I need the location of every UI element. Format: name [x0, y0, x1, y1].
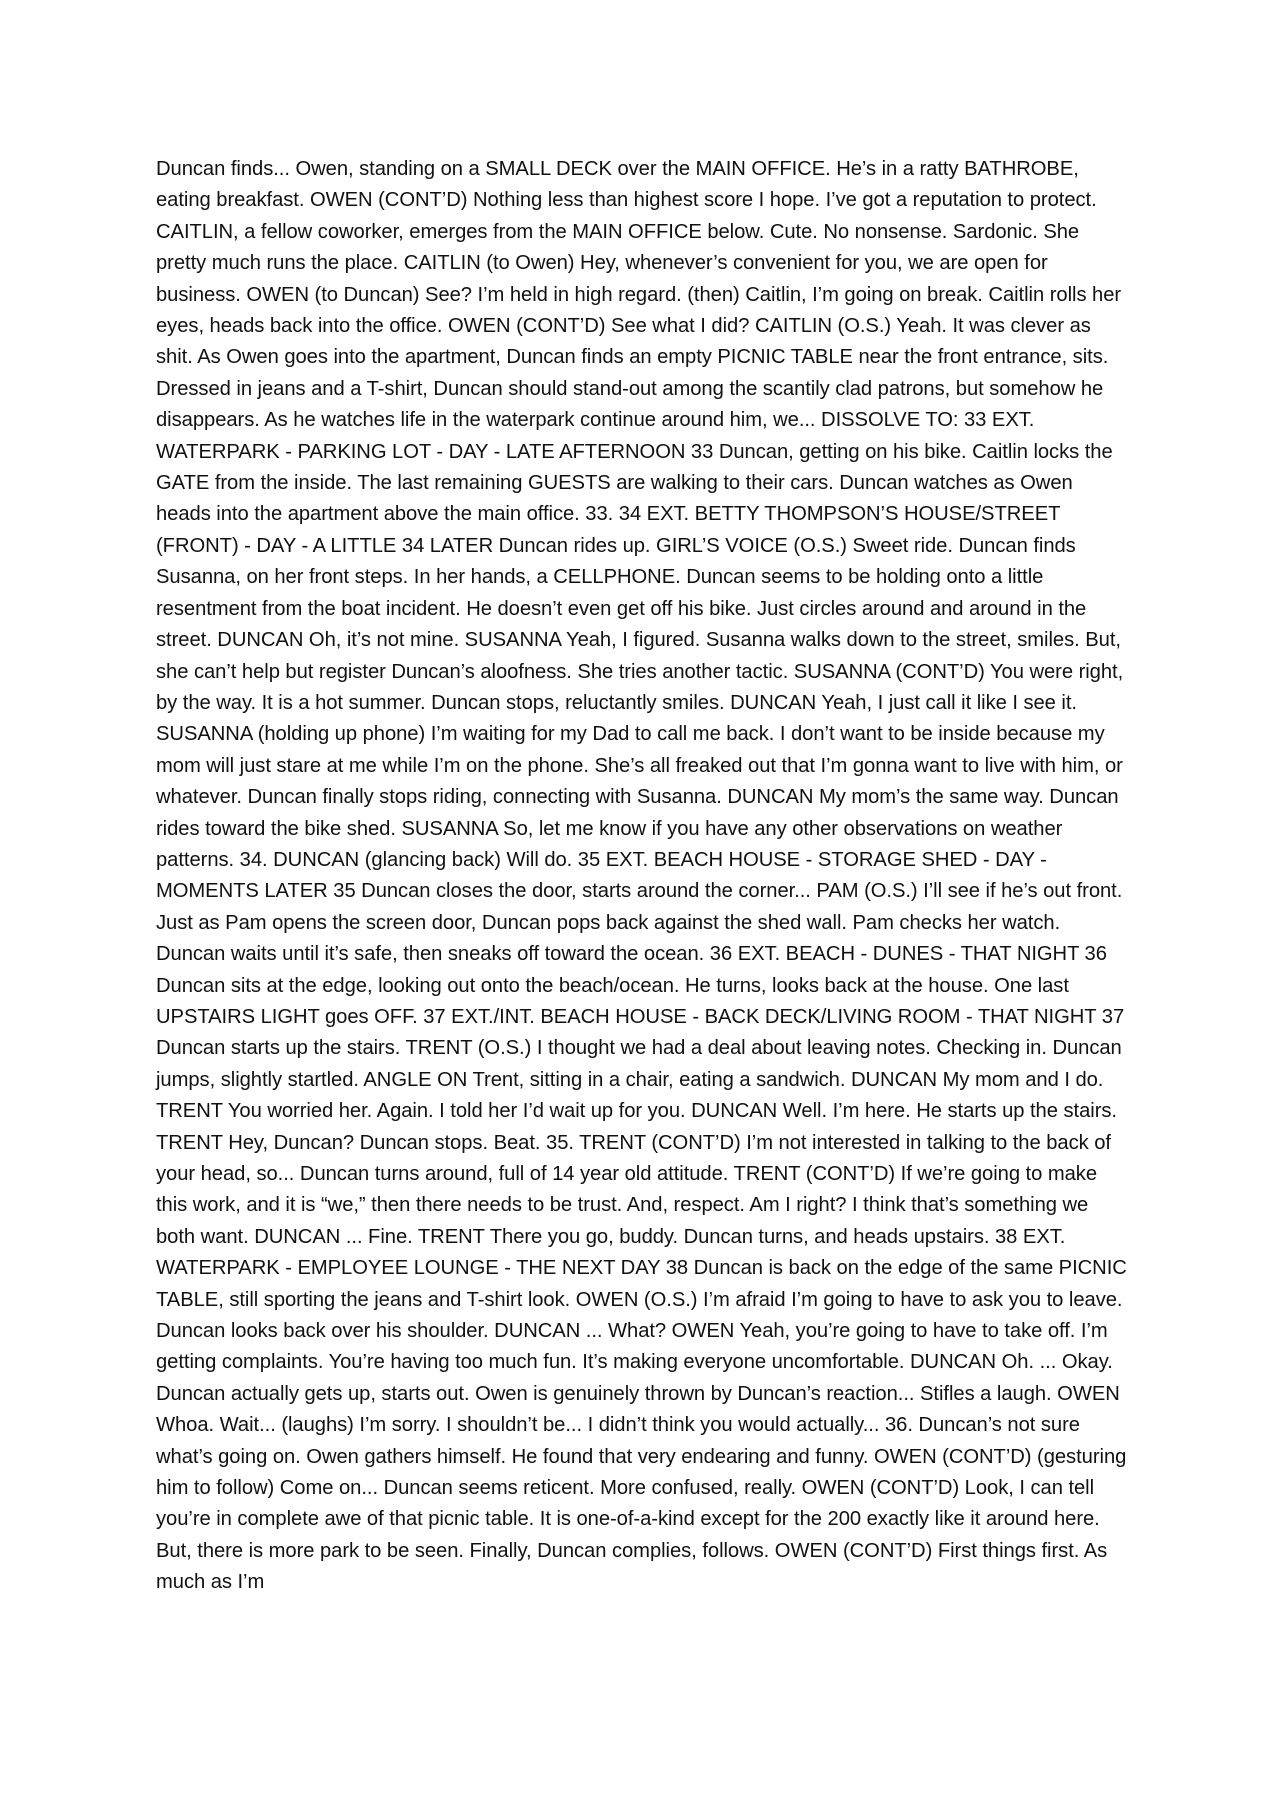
screenplay-text: Duncan finds... Owen, standing on a SMALL DECK over the MAIN OFFICE. He’s in a ratty BATHROBE, eating breakfast. OWEN (CONT’D) Nothing less than highest score I hope. I’ve got a reputation to protect. CAITLIN, a fellow coworker, emerges from the MAIN OFFICE below. Cute. No nonsense. Sardonic. She pretty much runs the place. CAITLIN (to Owen) Hey, whenever’s convenient for you, we are open for business. OWEN (to Duncan) See? I’m held in high regard. (then) Caitlin, I’m going on break. Caitlin rolls her eyes, heads back into the office. OWEN (CONT’D) See what I did? CAITLIN (O.S.) Yeah. It was clever as shit. As Owen goes into the apartment, Duncan finds an empty PICNIC TABLE near the front entrance, sits. Dressed in jeans and a T-shirt, Duncan should stand-out among the scantily clad patrons, but somehow he disappears. As he watches life in the waterpark continue around him, we... DISSOLVE TO: 33 EXT. WATERPARK - PARKING LOT - DAY - LATE AFTERNOON 33 Duncan, getting on his bike. Caitlin locks the GATE from the inside. The last remaining GUESTS are walking to their cars. Duncan watches as Owen heads into the apartment above the main office. 33. 34 EXT. BETTY THOMPSON’S HOUSE/STREET (FRONT) - DAY - A LITTLE 34 LATER Duncan rides up. GIRL’S VOICE (O.S.) Sweet ride. Duncan finds Susanna, on her front steps. In her hands, a CELLPHONE. Duncan seems to be holding onto a little resentment from the boat incident. He doesn’t even get off his bike. Just circles around and around in the street. DUNCAN Oh, it’s not mine. SUSANNA Yeah, I figured. Susanna walks down to the street, smiles. But, she can’t help but register Duncan’s aloofness. She tries another tactic. SUSANNA (CONT’D) You were right, by the way. It is a hot summer. Duncan stops, reluctantly smiles. DUNCAN Yeah, I just call it like I see it. SUSANNA (holding up phone) I’m waiting for my Dad to call me back. I don’t want to be inside because my mom will just stare at me while I’m on the phone. She’s all freaked out that I’m gonna want to live with him, or whatever. Duncan finally stops riding, connecting with Susanna. DUNCAN My mom’s the same way. Duncan rides toward the bike shed. SUSANNA So, let me know if you have any other observations on weather patterns. 34. DUNCAN (glancing back) Will do. 35 EXT. BEACH HOUSE - STORAGE SHED - DAY - MOMENTS LATER 35 Duncan closes the door, starts around the corner... PAM (O.S.) I’ll see if he’s out front. Just as Pam opens the screen door, Duncan pops back against the shed wall. Pam checks her watch. Duncan waits until it’s safe, then sneaks off toward the ocean. 36 EXT. BEACH - DUNES - THAT NIGHT 36 Duncan sits at the edge, looking out onto the beach/ocean. He turns, looks back at the house. One last UPSTAIRS LIGHT goes OFF. 37 EXT./INT. BEACH HOUSE - BACK DECK/LIVING ROOM - THAT NIGHT 37 Duncan starts up the stairs. TRENT (O.S.) I thought we had a deal about leaving notes. Checking in. Duncan jumps, slightly startled. ANGLE ON Trent, sitting in a chair, eating a sandwich. DUNCAN My mom and I do. TRENT You worried her. Again. I told her I’d wait up for you. DUNCAN Well. I’m here. He starts up the stairs. TRENT Hey, Duncan? Duncan stops. Beat. 35. TRENT (CONT’D) I’m not interested in talking to the back of your head, so... Duncan turns around, full of 14 year old attitude. TRENT (CONT’D) If we’re going to make this work, and it is “we,” then there needs to be trust. And, respect. Am I right? I think that’s something we both want. DUNCAN ... Fine. TRENT There you go, buddy. Duncan turns, and heads upstairs. 38 EXT. WATERPARK - EMPLOYEE LOUNGE - THE NEXT DAY 38 Duncan is back on the edge of the same PICNIC TABLE, still sporting the jeans and T-shirt look. OWEN (O.S.) I’m afraid I’m going to have to ask you to leave. Duncan looks back over his shoulder. DUNCAN ... What? OWEN Yeah, you’re going to have to take off. I’m getting complaints. You’re having too much fun. It’s making everyone uncomfortable. DUNCAN Oh. ... Okay. Duncan actually gets up, starts out. Owen is genuinely thrown by Duncan’s reaction... Stifles a laugh. OWEN Whoa. Wait... (laughs) I’m sorry. I shouldn’t be... I didn’t think you would actually... 36. Duncan’s not sure what’s going on. Owen gathers himself. He found that very endearing and funny. OWEN (CONT’D) (gesturing him to follow) Come on... Duncan seems reticent. More confused, really. OWEN (CONT’D) Look, I can tell you’re in complete awe of that picnic table. It is one-of-a-kind except for the 200 exactly like it around here. But, there is more park to be seen. Finally, Duncan complies, follows. OWEN (CONT’D) First things first. As much as I’m [156, 158, 1127, 1594]
